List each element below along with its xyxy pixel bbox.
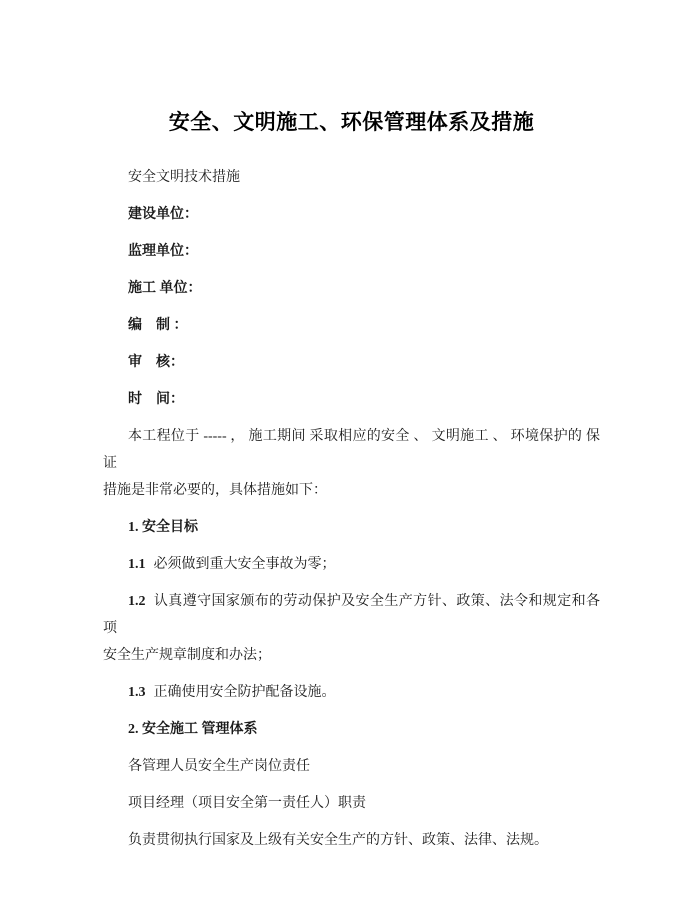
label-contractor-unit bbox=[103, 275, 600, 302]
paragraph-line: 措施是非常必要的，具体措施如下： bbox=[103, 483, 327, 498]
paragraph-line: 施工 单位： bbox=[128, 281, 202, 296]
section2-paragraph-project-manager-duty bbox=[103, 790, 600, 817]
paragraph-line: 审 核： bbox=[128, 355, 184, 370]
paragraph-line: 建设单位： bbox=[128, 207, 198, 222]
subtitle-line: 安全文明技术措施 bbox=[128, 170, 240, 185]
paragraph-line bbox=[103, 588, 600, 642]
paragraph-line bbox=[103, 551, 600, 578]
item-number: 1.1 bbox=[128, 557, 146, 572]
paragraph-line: 安全生产规章制度和办法； bbox=[103, 648, 271, 663]
item-number: 1.3 bbox=[128, 685, 146, 700]
section2-paragraph-policy-implementation bbox=[103, 827, 600, 854]
item-text: 正确使用安全防护配备设施。 bbox=[153, 685, 336, 700]
paragraph-line bbox=[103, 679, 600, 706]
label-construction-unit bbox=[103, 201, 600, 228]
section2-paragraph-post-responsibility bbox=[103, 753, 600, 780]
section1-heading bbox=[103, 514, 600, 541]
document-title: 安全、文明施工、环保管理体系及措施 bbox=[168, 110, 535, 134]
item-text: 必须做到重大安全事故为零； bbox=[153, 557, 336, 572]
item-text: 认真遵守国家颁布的劳动保护及安全生产方针、政策、法令和规定和各项 bbox=[103, 594, 600, 636]
paragraph-line: 本工程位于 ----- ， 施工期间 采取相应的安全 、 文明施工 、 环境保护的 保证 bbox=[103, 429, 600, 471]
heading-line: 2. 安全施工 管理体系 bbox=[128, 722, 258, 737]
paragraph-line: 监理单位： bbox=[128, 244, 198, 259]
heading-line: 1. 安全目标 bbox=[128, 520, 198, 535]
label-reviewer bbox=[103, 349, 600, 376]
item-1-3 bbox=[103, 679, 600, 706]
label-supervision-unit bbox=[103, 238, 600, 265]
paragraph-line: 时 间： bbox=[128, 392, 184, 407]
intro-paragraph bbox=[103, 423, 600, 504]
paragraph-line: 负责贯彻执行国家及上级有关安全生产的方针、政策、法律、法规。 bbox=[128, 833, 548, 848]
subtitle-paragraph bbox=[103, 164, 600, 191]
item-1-1 bbox=[103, 551, 600, 578]
label-compiler bbox=[103, 312, 600, 339]
item-1-2 bbox=[103, 588, 600, 669]
paragraph-line: 各管理人员安全生产岗位责任 bbox=[128, 759, 310, 774]
paragraph-line: 项目经理（项目安全第一责任人）职责 bbox=[128, 796, 366, 811]
item-number: 1.2 bbox=[128, 594, 146, 609]
label-date bbox=[103, 386, 600, 413]
section2-heading bbox=[103, 716, 600, 743]
paragraph-line: 编 制 ： bbox=[128, 318, 188, 333]
